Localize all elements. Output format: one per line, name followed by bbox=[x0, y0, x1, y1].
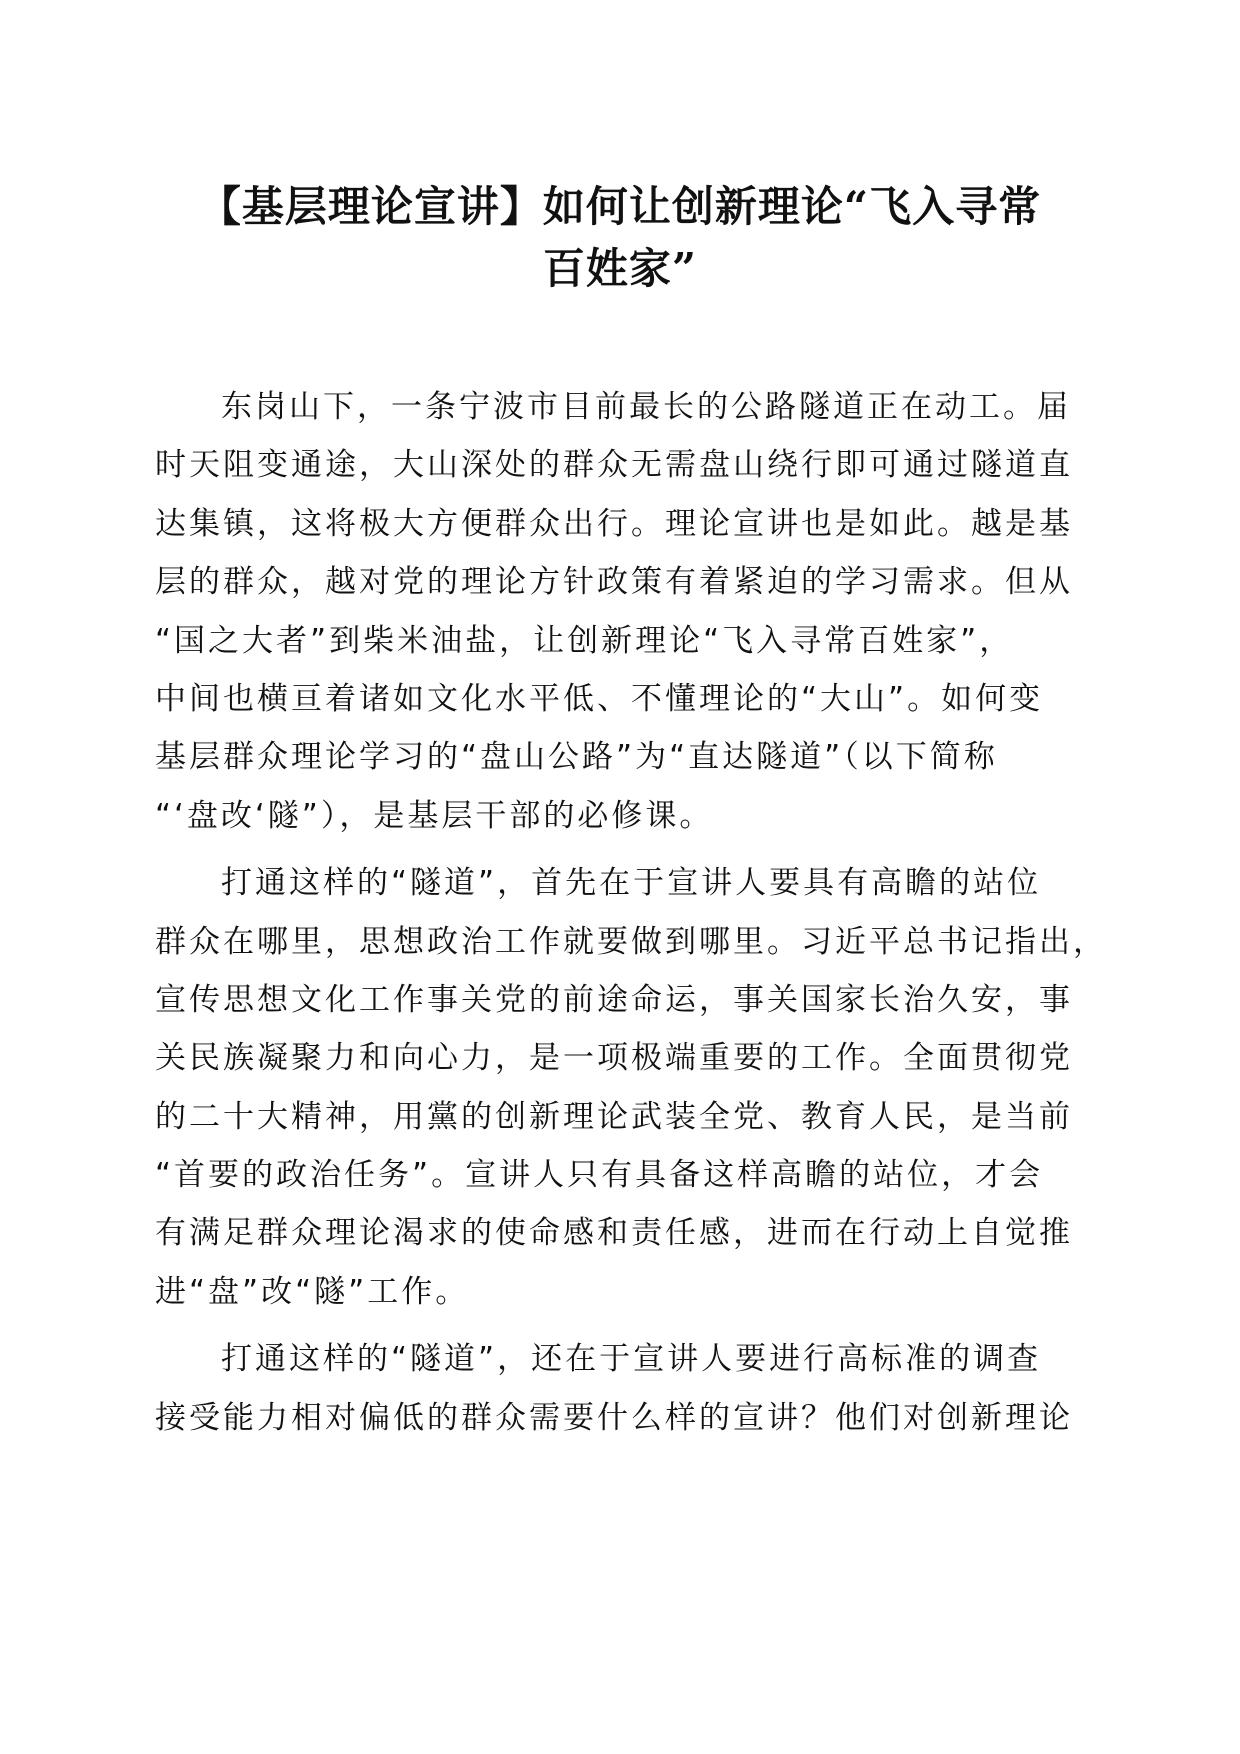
text-line: 有满足群众理论渴求的使命感和责任感，进而在行动上自觉推 bbox=[155, 1215, 1073, 1252]
text-line: 达集镇，这将极大方便群众出行。理论宣讲也是如此。越是基 bbox=[155, 505, 1073, 542]
text-line: 基层群众理论学习的“盘山公路”为“直达隧道”（以下简称 bbox=[155, 739, 998, 776]
text-line: 打通这样的“隧道”，还在于宣讲人要进行高标准的调查 bbox=[221, 1341, 1042, 1378]
text-line: “首要的政治任务”。宣讲人只有具备这样高瞻的站位，才会 bbox=[155, 1157, 1044, 1194]
text-line: 宣传思想文化工作事关党的前途命运，事关国家长治久安，事 bbox=[155, 981, 1073, 1018]
text-line: 中间也横亘着诸如文化水平低、不懂理论的“大山”。如何变 bbox=[155, 680, 1044, 717]
text-line: 群众在哪里，思想政治工作就要做到哪里。习近平总书记指出， bbox=[155, 923, 1107, 960]
paragraph-3 bbox=[155, 1330, 1075, 1447]
text-line: 打通这样的“隧道”，首先在于宣讲人要具有高瞻的站位 bbox=[221, 865, 1042, 902]
text-line: “国之大者”到柴米油盐，让创新理论“飞入寻常百姓家”， bbox=[155, 622, 1014, 659]
paragraph-2 bbox=[155, 854, 1107, 1321]
document-body bbox=[155, 378, 1107, 1447]
text-line: 东岗山下，一条宁波市目前最长的公路隧道正在动工。届 bbox=[221, 389, 1071, 425]
paragraph-1 bbox=[155, 378, 1075, 845]
text-line: 进“盘”改“隧”工作。 bbox=[155, 1273, 470, 1310]
text-line: “‘盘改‘隧”），是基层干部的必修课。 bbox=[155, 797, 714, 834]
title-line-1: 【基层理论宣讲】如何让创新理论“飞入寻常 bbox=[198, 182, 1042, 231]
text-line: 时天阻变通途，大山深处的群众无需盘山绕行即可通过隧道直 bbox=[155, 447, 1073, 484]
document-title bbox=[150, 176, 1090, 300]
text-line: 接受能力相对偏低的群众需要什么样的宣讲？他们对创新理论 bbox=[155, 1399, 1073, 1436]
text-line: 的二十大精神，用黨的创新理论武装全党、教育人民，是当前 bbox=[155, 1098, 1073, 1135]
text-line: 层的群众，越对党的理论方针政策有着紧迫的学习需求。但从 bbox=[155, 564, 1073, 601]
title-line-2: 百姓家” bbox=[542, 244, 698, 293]
text-line: 关民族凝聚力和向心力，是一项极端重要的工作。全面贯彻党 bbox=[155, 1040, 1073, 1077]
